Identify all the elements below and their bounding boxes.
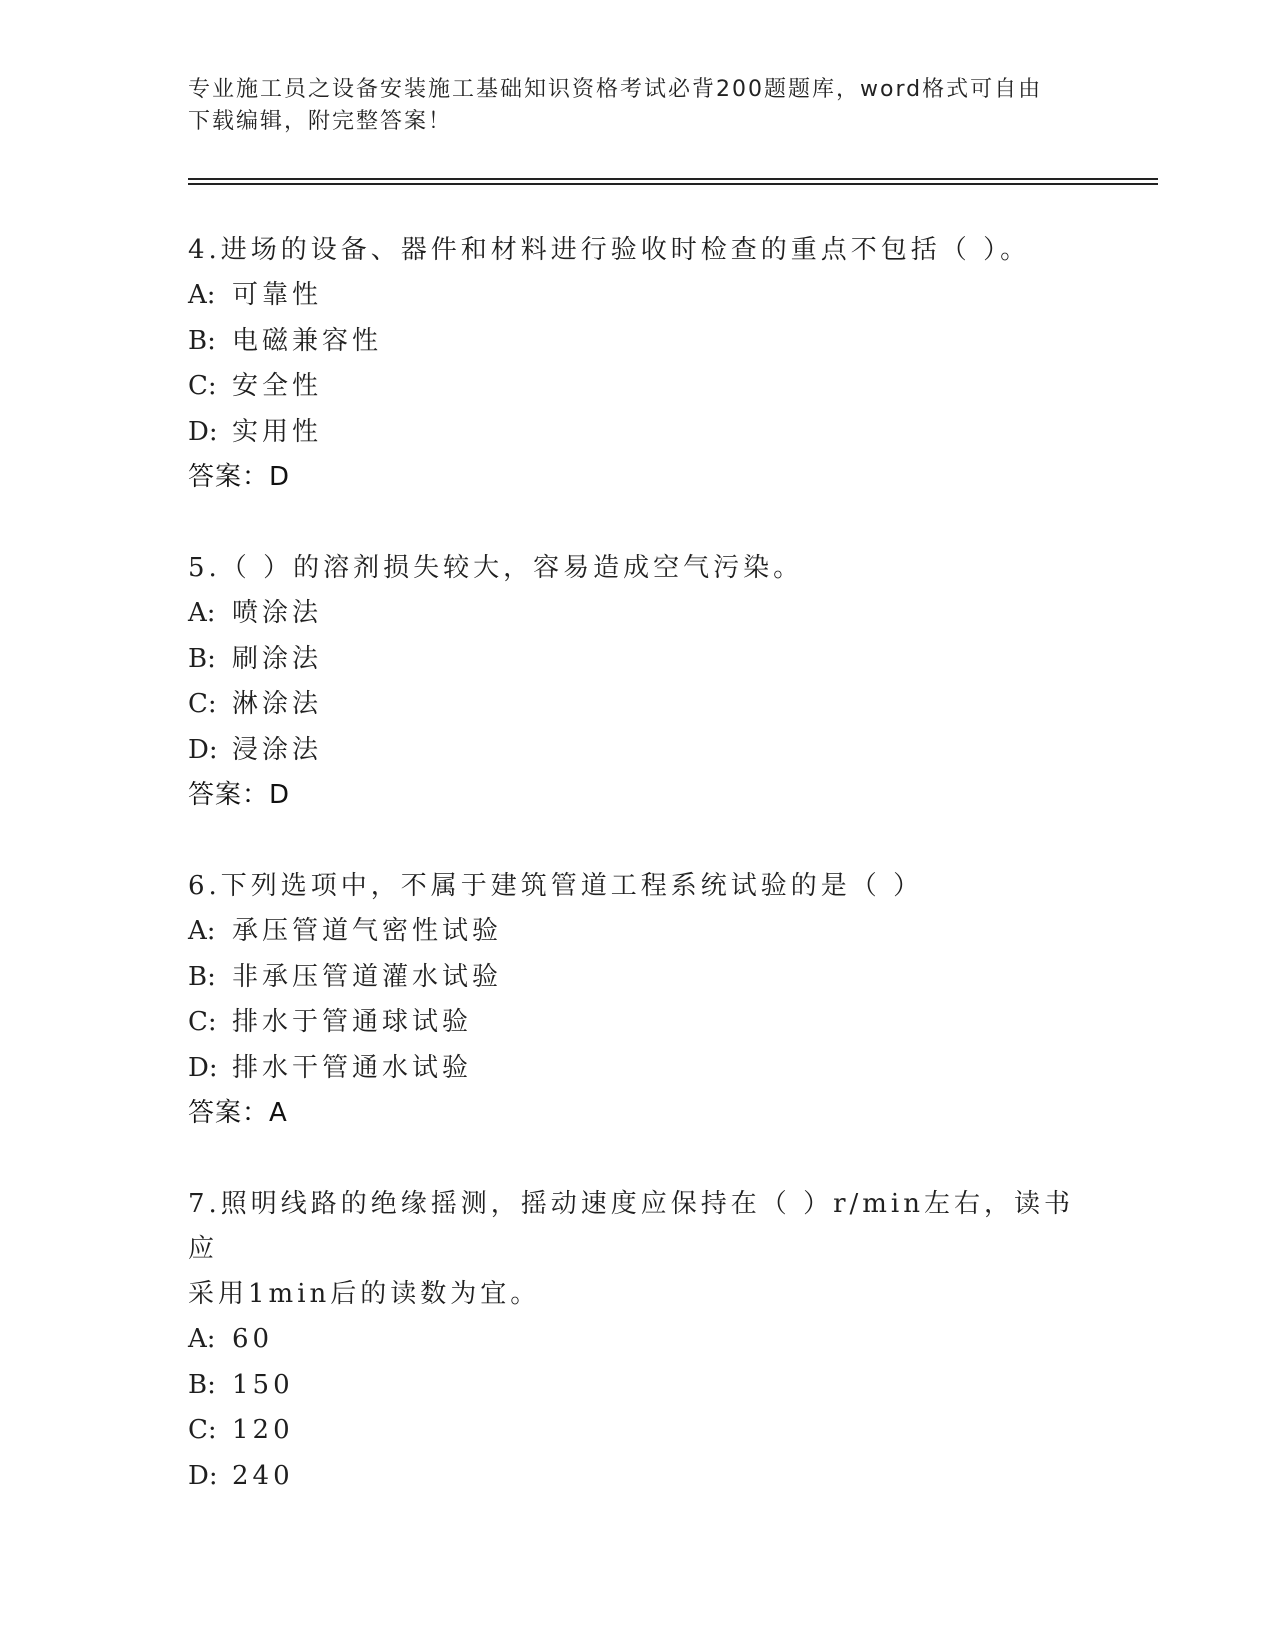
option-text: 可靠性: [232, 280, 323, 310]
header-line-1: 专业施工员之设备安装施工基础知识资格考试必背200题题库，word格式可自由: [188, 77, 1043, 102]
option-key: D:: [188, 1052, 218, 1083]
option-key: C:: [188, 371, 217, 401]
header-line-2: 下载编辑，附完整答案！: [188, 109, 453, 134]
option-key: D:: [188, 1460, 218, 1491]
question-4: [188, 228, 1088, 501]
option-text: 排水干管通水试验: [232, 1052, 473, 1083]
option-d: [188, 410, 1088, 456]
option-a: [188, 591, 1088, 637]
option-c: [188, 1000, 1088, 1046]
option-c: [188, 1408, 1088, 1454]
option-key: C:: [188, 689, 217, 719]
question-5: [188, 546, 1088, 819]
option-key: A:: [188, 916, 216, 946]
option-a: [188, 909, 1088, 955]
option-text: 淋涂法: [232, 689, 323, 719]
option-text: 刷涂法: [232, 643, 323, 674]
document-header: [188, 74, 1068, 138]
answer-line: 答案：D: [188, 780, 291, 810]
option-text: 240: [232, 1460, 294, 1491]
question-7: [188, 1182, 1088, 1499]
option-c: [188, 364, 1088, 410]
option-text: 电磁兼容性: [232, 325, 383, 356]
answer-line: 答案：A: [188, 1098, 288, 1128]
option-text: 排水于管通球试验: [232, 1007, 473, 1037]
option-key: B:: [188, 325, 216, 356]
option-key: B:: [188, 961, 216, 992]
question-6: [188, 864, 1088, 1137]
option-d: [188, 728, 1088, 774]
option-key: B:: [188, 1369, 216, 1400]
option-b: [188, 1363, 1088, 1409]
option-key: A:: [188, 280, 216, 310]
option-key: B:: [188, 643, 216, 674]
option-text: 60: [232, 1324, 274, 1354]
option-b: [188, 319, 1088, 365]
option-text: 浸涂法: [232, 734, 323, 765]
option-d: [188, 1046, 1088, 1092]
header-divider-bottom: [188, 183, 1158, 185]
option-c: [188, 682, 1088, 728]
option-text: 安全性: [232, 371, 323, 401]
question-text: 6.下列选项中，不属于建筑管道工程系统试验的是（ ）: [188, 871, 924, 901]
answer-line: 答案：D: [188, 462, 291, 492]
option-text: 150: [232, 1369, 294, 1400]
option-key: A:: [188, 1324, 216, 1354]
option-text: 120: [232, 1415, 294, 1445]
option-text: 喷涂法: [232, 598, 323, 628]
header-divider-top: [188, 178, 1158, 180]
option-key: C:: [188, 1415, 217, 1445]
option-key: A:: [188, 598, 216, 628]
option-text: 承压管道气密性试验: [232, 916, 503, 946]
question-text-line-2: 采用1min后的读数为宜。: [188, 1279, 541, 1309]
question-text: 4.进场的设备、器件和材料进行验收时检查的重点不包括（ ）。: [188, 235, 1031, 265]
option-key: D:: [188, 734, 218, 765]
option-key: C:: [188, 1007, 217, 1037]
option-b: [188, 955, 1088, 1001]
option-text: 非承压管道灌水试验: [232, 961, 503, 992]
option-text: 实用性: [232, 416, 323, 447]
question-text-line-1: 7.照明线路的绝缘摇测，摇动速度应保持在（ ）r/min左右，读书应: [188, 1189, 1074, 1264]
option-a: [188, 1317, 1088, 1363]
option-key: D:: [188, 416, 218, 447]
question-text: 5.（ ）的溶剂损失较大，容易造成空气污染。: [188, 553, 804, 583]
option-b: [188, 637, 1088, 683]
option-a: [188, 273, 1088, 319]
option-d: [188, 1454, 1088, 1500]
